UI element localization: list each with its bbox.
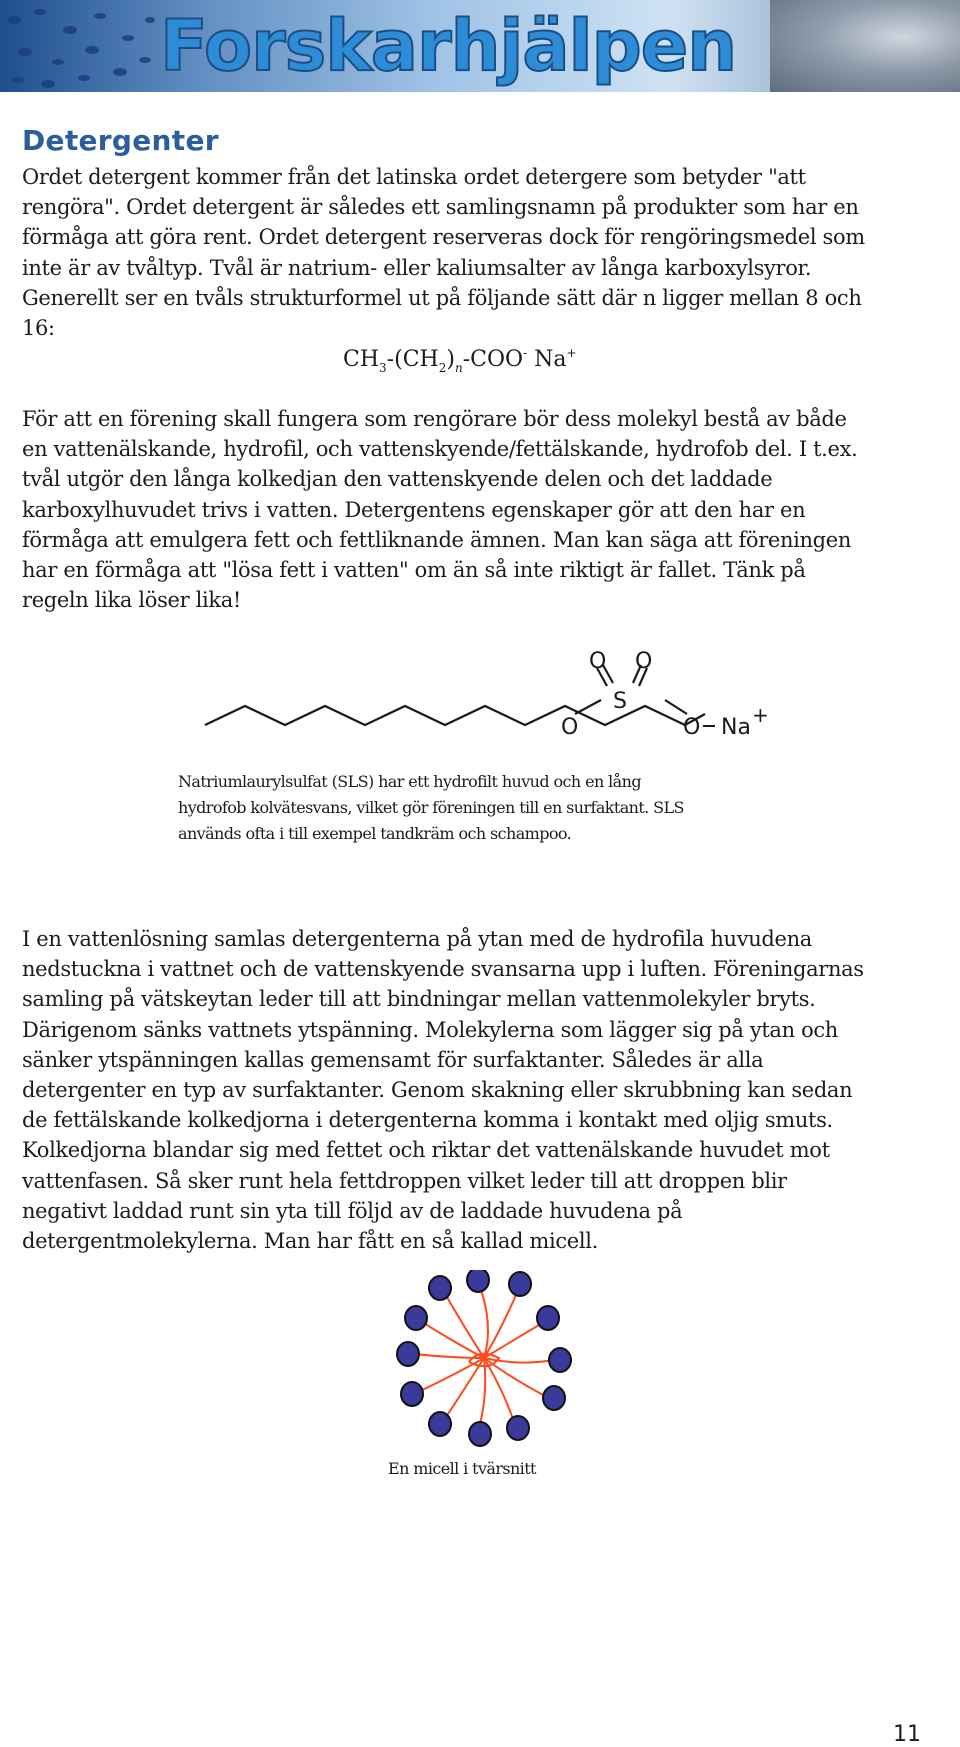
banner-title: Forskarhjälpen: [160, 5, 737, 87]
atom-s: S: [613, 689, 627, 714]
banner-photo: [770, 0, 960, 92]
page-title: Detergenter: [22, 124, 219, 157]
formula-plus: +: [566, 346, 577, 360]
micelle-caption: En micell i tvärsnitt: [388, 1459, 536, 1478]
sls-structure-diagram: [195, 650, 775, 760]
formula-ch2-open: -(CH: [386, 347, 439, 372]
formula-ch2-close: ): [446, 347, 455, 372]
atom-o-right: O: [683, 715, 701, 740]
soap-formula: [343, 346, 577, 375]
micelle-tails: [414, 1284, 554, 1428]
formula-ch3: CH: [343, 347, 380, 372]
o-s-bond: [575, 700, 601, 714]
na-charge: +: [752, 703, 769, 727]
micelle-paragraph: I en vattenlösning samlas detergenterna på ytan med de hydrofila huvudena nedstuckna i vattnet och de vattenskyende svansarna upp i luften. Föreningarnas samling på vätskeytan leder till att bindningar mellan vattenmolekyler bryts. Därigenom sänks vattnets ytspänning. Molekylerna som lägger sig på ytan och sänker ytspänningen kallas gemensamt för surfaktanter. Således är alla detergenter en typ av surfaktanter. Genom skakning eller skrubbning kan sedan de fettälskande kolkedjorna i detergenterna komma i kontakt med oljig smuts. Kolkedjorna blandar sig med fettet och riktar det vattenälskande huvudet mot vattenfasen. Så sker runt hela fettdroppen vilket leder till att droppen blir negativt laddad runt sin yta till följd av de laddade huvudena på detergentmolekylerna. Man har fått en så kallad micell.: [22, 927, 864, 1254]
atom-o-left: O: [561, 715, 579, 740]
sls-caption: Natriumlaurylsulfat (SLS) har ett hydrofilt huvud och en lång hydrofob kolvätesvans, vilket gör föreningen till en surfaktant. SLS används ofta i till exempel tandkräm och schampoo.: [178, 772, 684, 843]
formula-sub-n: n: [454, 361, 463, 375]
micelle-illustration: [384, 1270, 584, 1450]
bacteria-illustration: [0, 0, 160, 92]
page-number: 11: [893, 1722, 921, 1747]
atom-o-top-left: O: [589, 650, 607, 674]
intro-paragraph: Ordet detergent kommer från det latinska ordet detergere som betyder "att rengöra". Ordet detergent är således ett samlingsnamn på produkter som har en förmåga att göra rent. Ordet detergent reserveras dock för rengöringsmedel som inte är av tvåltyp. Tvål är natrium- eller kaliumsalter av långa karboxylsyror. Generellt ser en tvåls strukturformel ut på följande sätt där n ligger mellan 8 och 16:: [22, 165, 865, 341]
formula-sub-3: 3: [379, 361, 387, 375]
formula-na: Na: [527, 347, 567, 372]
atom-o-top-right: O: [635, 650, 653, 674]
atom-na: Na: [721, 715, 751, 740]
s-o-bond: [665, 700, 687, 714]
formula-coo: -COO: [462, 347, 524, 372]
carbon-chain: [205, 706, 705, 725]
header-banner: [0, 0, 960, 92]
formula-sub-2: 2: [438, 361, 447, 375]
detergent-paragraph: För att en förening skall fungera som rengörare bör dess molekyl bestå av både en vattenälskande, hydrofil, och vattenskyende/fettälskande, hydrofob del. I t.ex. tvål utgör den långa kolkedjan den vattenskyende delen och det laddade karboxylhuvudet trivs i vatten. Detergentens egenskaper gör att den har en förmåga att emulgera fett och fettliknande ämnen. Man kan säga att föreningen har en förmåga att "lösa fett i vatten" om än så inte riktigt är fallet. Tänk på regeln lika löser lika!: [22, 407, 858, 613]
formula-minus: -: [523, 346, 528, 360]
